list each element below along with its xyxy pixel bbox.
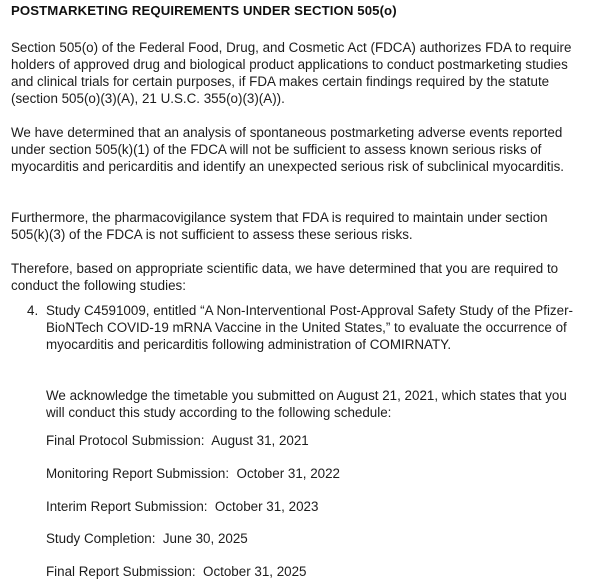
schedule-monitoring-report-submission: Monitoring Report Submission: October 31, 2022: [46, 466, 341, 481]
schedule-study-completion: Study Completion: June 30, 2025: [46, 531, 248, 546]
schedule-final-report-submission: Final Report Submission: October 31, 2025: [46, 564, 307, 579]
paragraph-pharmacovigilance-system: Furthermore, the pharmacovigilance system that FDA is required to maintain under section 505(k)(3) of the FDCA is not sufficient to assess these serious risks.: [11, 210, 548, 243]
list-item: [27, 302, 573, 353]
paragraph-timetable-acknowledgement: We acknowledge the timetable you submitted on August 21, 2021, which states that you will conduct this study according to the following schedule:: [46, 388, 567, 421]
paragraph-adverse-events-determination: We have determined that an analysis of spontaneous postmarketing adverse events reported under section 505(k)(1) of the FDCA will not be sufficient to assess known serious risks of myocarditis and pericarditis and identify an unexpected serious risk of subclinical myocarditis.: [11, 125, 564, 175]
schedule-final-protocol-submission: Final Protocol Submission: August 31, 2021: [46, 433, 309, 448]
page-title: POSTMARKETING REQUIREMENTS UNDER SECTION 505(o): [11, 3, 397, 18]
paragraph-section-505o-authority: Section 505(o) of the Federal Food, Drug, and Cosmetic Act (FDCA) authorizes FDA to require holders of approved drug and biological product applications to conduct postmarketing studies and clinical trials for certain purposes, if FDA makes certain findings required by the statute (section 505(o)(3)(A), 21 U.S.C. 355(o)(3)(A)).: [11, 40, 572, 107]
schedule-interim-report-submission: Interim Report Submission: October 31, 2023: [46, 499, 319, 514]
list-item-text: Study C4591009, entitled “A Non-Interventional Post-Approval Safety Study of the Pfizer-BioNTech COVID-19 mRNA Vaccine in the United States,” to evaluate the occurrence of myocarditis and pericarditis following administration of COMIRNATY.: [46, 303, 573, 353]
list-item-marker: 4.: [27, 303, 39, 318]
paragraph-required-studies-intro: Therefore, based on appropriate scientific data, we have determined that you are required to conduct the following studies:: [11, 261, 559, 294]
